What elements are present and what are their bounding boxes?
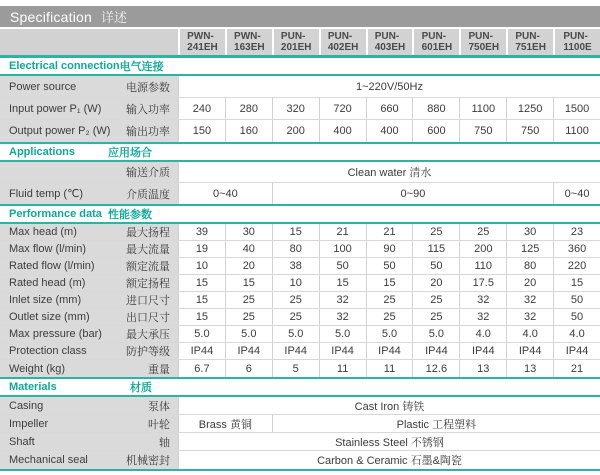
spec-row	[0, 397, 600, 415]
row-label	[0, 415, 178, 432]
value-cell: 15	[553, 275, 600, 291]
value-cell: 15	[319, 275, 366, 291]
value-cell: 13	[459, 360, 506, 377]
row-label-en: Weight (kg)	[9, 362, 66, 375]
spec-row	[0, 292, 600, 309]
model-name: PWN- 163EH	[234, 30, 265, 53]
section-title-zh: 性能参数	[108, 209, 152, 221]
value-cell: 39	[178, 224, 225, 240]
value-cell: 13	[506, 360, 553, 377]
value-cell: 4.0	[506, 326, 553, 342]
value-cell: 19	[178, 241, 225, 257]
value-cell: 80	[272, 241, 319, 257]
value-cell: 750	[459, 120, 506, 142]
section-title-zh: 材质	[130, 382, 152, 394]
row-label-zh: 进口尺寸	[126, 295, 170, 307]
section-header	[0, 144, 600, 162]
model-header-spacer	[0, 29, 178, 55]
row-label-en: Max head (m)	[9, 226, 77, 238]
spec-table	[0, 29, 600, 475]
value-cell: 0~40	[178, 183, 272, 204]
row-label-en: Fluid temp (℃)	[9, 188, 84, 200]
spec-row	[0, 433, 600, 451]
value-cell: 80	[506, 258, 553, 274]
value-cell: IP44	[506, 343, 553, 359]
value-cell: 400	[319, 120, 366, 142]
row-label	[0, 258, 178, 274]
section-header-inner	[0, 379, 178, 395]
value-cell: 32	[459, 292, 506, 308]
value-cell: 25	[366, 309, 413, 325]
row-label-zh: 输出功率	[126, 126, 170, 138]
value-cell: 200	[459, 241, 506, 257]
value-cell: 25	[459, 224, 506, 240]
value-cell: 5.0	[319, 326, 366, 342]
value-cell: 25	[412, 309, 459, 325]
value-cell: IP44	[272, 343, 319, 359]
row-label	[0, 76, 178, 97]
value-cell: Clean water 清水	[178, 162, 600, 182]
value-cell: 1500	[553, 98, 600, 119]
section-title: Electrical connection	[9, 60, 120, 72]
row-label-zh: 输送介质	[126, 167, 170, 179]
model-name: PUN- 201EH	[280, 30, 312, 53]
section-title-zh: 电气连接	[119, 61, 164, 73]
model-name: PUN- 403EH	[374, 30, 406, 53]
value-cell: 15	[178, 309, 225, 325]
row-label-zh: 机械密封	[126, 455, 170, 467]
value-cell: 280	[225, 98, 272, 119]
spec-row	[0, 309, 600, 326]
spec-row	[0, 98, 600, 120]
value-cell: 30	[225, 224, 272, 240]
spec-row	[0, 120, 600, 142]
value-cell: 25	[272, 292, 319, 308]
value-cell: 50	[553, 309, 600, 325]
row-label	[0, 183, 178, 204]
row-label-en: Impeller	[9, 417, 49, 430]
spec-row	[0, 224, 600, 241]
row-label	[0, 275, 178, 291]
value-cell: 1~220V/50Hz	[178, 76, 600, 97]
value-cell: 15	[225, 275, 272, 291]
row-label	[0, 224, 178, 240]
value-cell: 17.5	[459, 275, 506, 291]
spec-row	[0, 183, 600, 204]
value-cell: 15	[178, 292, 225, 308]
value-cell: 10	[178, 258, 225, 274]
value-cell: 20	[506, 275, 553, 291]
value-cell: 880	[412, 98, 459, 119]
model-column-header	[178, 29, 225, 55]
model-column-header	[225, 29, 272, 55]
value-cell: 25	[412, 292, 459, 308]
spec-row	[0, 360, 600, 377]
value-cell: 21	[319, 224, 366, 240]
spec-row	[0, 162, 600, 183]
row-label-en: Input power P₁ (W)	[9, 102, 102, 115]
section-header	[0, 206, 600, 224]
value-cell: 25	[225, 292, 272, 308]
value-cell: 200	[272, 120, 319, 142]
value-cell: 0~90	[272, 183, 553, 204]
model-column-header	[553, 29, 600, 55]
model-name: PUN- 750EH	[468, 30, 500, 53]
value-cell: 125	[506, 241, 553, 257]
value-cell: Stainless Steel 不锈钢	[178, 433, 600, 450]
model-column-header	[459, 29, 506, 55]
model-name: PWN- 241EH	[187, 30, 218, 53]
value-cell: 20	[225, 258, 272, 274]
value-cell: IP44	[366, 343, 413, 359]
row-label	[0, 98, 178, 119]
value-cell: 160	[225, 120, 272, 142]
row-label-en: Outlet size (mm)	[9, 311, 90, 323]
row-label-zh: 电源参数	[126, 81, 170, 94]
row-label	[0, 343, 178, 359]
value-cell: 15	[272, 224, 319, 240]
value-cell: IP44	[459, 343, 506, 359]
spec-row	[0, 415, 600, 433]
model-name: PUN- 1100E	[563, 30, 592, 53]
value-cell: 50	[553, 292, 600, 308]
model-header-row	[0, 29, 600, 55]
value-cell: 115	[412, 241, 459, 257]
value-cell: 25	[412, 224, 459, 240]
row-label	[0, 397, 178, 414]
value-cell: 5.0	[225, 326, 272, 342]
value-cell: 110	[459, 258, 506, 274]
value-cell: 400	[366, 120, 413, 142]
value-cell: 660	[366, 98, 413, 119]
value-cell: 50	[412, 258, 459, 274]
value-cell: 32	[319, 292, 366, 308]
value-cell: 6	[225, 360, 272, 377]
value-cell: 23	[553, 224, 600, 240]
row-label	[0, 120, 178, 142]
row-label-zh: 出口尺寸	[126, 312, 170, 324]
section-header-inner	[0, 206, 178, 222]
model-column-header	[366, 29, 413, 55]
row-label	[0, 451, 178, 469]
value-cell: 220	[553, 258, 600, 274]
value-cell: 11	[319, 360, 366, 377]
value-cell: 320	[272, 98, 319, 119]
section-header	[0, 58, 600, 76]
value-cell: Carbon & Ceramic 石墨&陶瓷	[178, 451, 600, 469]
value-cell: 15	[178, 275, 225, 291]
value-cell: 38	[272, 258, 319, 274]
row-label-en: Mechanical seal	[9, 454, 88, 466]
value-cell: 6.7	[178, 360, 225, 377]
value-cell: Plastic 工程塑料	[272, 415, 600, 432]
model-column-header	[506, 29, 553, 55]
row-label-zh: 最大流量	[126, 244, 170, 256]
model-column-header	[412, 29, 459, 55]
value-cell: 0~40	[553, 183, 600, 204]
value-cell: 100	[319, 241, 366, 257]
section-electrical-connection	[0, 58, 600, 144]
section-performance-data	[0, 206, 600, 379]
row-label	[0, 309, 178, 325]
row-label-zh: 轴	[159, 436, 170, 449]
value-cell: 50	[366, 258, 413, 274]
page-title: Specification	[10, 8, 92, 25]
title-bar	[0, 6, 600, 27]
model-name: PUN- 751EH	[515, 30, 546, 53]
value-cell: Brass 黄铜	[178, 415, 272, 432]
row-label-en: Max pressure (bar)	[9, 328, 102, 340]
value-cell: 1100	[459, 98, 506, 119]
spec-row	[0, 326, 600, 343]
row-label-en: Protection class	[9, 345, 87, 357]
row-label-en: Output power P₂ (W)	[9, 125, 111, 137]
row-label-zh: 泵体	[148, 400, 170, 413]
model-name: PUN- 402EH	[327, 30, 359, 53]
section-materials	[0, 379, 600, 471]
row-label-zh: 额定流量	[126, 261, 170, 273]
row-label	[0, 292, 178, 308]
value-cell: IP44	[178, 343, 225, 359]
value-cell: 5	[272, 360, 319, 377]
value-cell: 32	[506, 292, 553, 308]
row-label	[0, 162, 178, 182]
row-label	[0, 433, 178, 450]
spec-row	[0, 258, 600, 275]
row-label-zh: 最大承压	[126, 329, 170, 341]
page-title-zh: 详述	[100, 10, 127, 25]
spec-sheet	[0, 6, 600, 475]
model-name: PUN- 601EH	[421, 30, 453, 53]
value-cell: Cast Iron 铸铁	[178, 397, 600, 414]
section-header-inner	[0, 144, 178, 160]
value-cell: 40	[225, 241, 272, 257]
value-cell: 21	[366, 224, 413, 240]
value-cell: 240	[178, 98, 225, 119]
model-column-header	[272, 29, 319, 55]
spec-row	[0, 451, 600, 469]
value-cell: 4.0	[459, 326, 506, 342]
row-label-zh: 额定扬程	[126, 278, 170, 290]
value-cell: IP44	[319, 343, 366, 359]
value-cell: 25	[366, 292, 413, 308]
spec-row	[0, 241, 600, 258]
value-cell: 90	[366, 241, 413, 257]
section-title-zh: 应用场合	[108, 147, 152, 159]
value-cell: IP44	[225, 343, 272, 359]
value-cell: 360	[553, 241, 600, 257]
spec-row	[0, 76, 600, 98]
value-cell: 5.0	[412, 326, 459, 342]
value-cell: 750	[506, 120, 553, 142]
section-title: Performance data	[9, 208, 102, 220]
row-label-zh: 叶轮	[148, 418, 170, 431]
row-label-en: Inlet size (mm)	[9, 294, 82, 306]
value-cell: 25	[272, 309, 319, 325]
section-title: Materials	[9, 381, 57, 393]
value-cell: 32	[319, 309, 366, 325]
value-cell: IP44	[412, 343, 459, 359]
value-cell: 50	[319, 258, 366, 274]
value-cell: 5.0	[272, 326, 319, 342]
section-header-inner	[0, 58, 178, 74]
value-cell: 32	[506, 309, 553, 325]
value-cell: 4.0	[553, 326, 600, 342]
row-label-zh: 防护等级	[126, 346, 170, 358]
value-cell: 1250	[506, 98, 553, 119]
value-cell: 30	[506, 224, 553, 240]
value-cell: 15	[366, 275, 413, 291]
section-applications	[0, 144, 600, 206]
row-label-zh: 介质温度	[126, 188, 170, 201]
value-cell: 25	[225, 309, 272, 325]
row-label-en: Rated flow (l/min)	[9, 260, 95, 272]
value-cell: IP44	[553, 343, 600, 359]
row-label-en: Max flow (l/min)	[9, 243, 87, 255]
section-header	[0, 379, 600, 397]
row-label-en: Casing	[9, 399, 44, 412]
row-label-en: Power source	[9, 80, 77, 93]
value-cell: 10	[272, 275, 319, 291]
value-cell: 5.0	[178, 326, 225, 342]
row-label-zh: 输入功率	[126, 103, 170, 116]
row-label	[0, 360, 178, 377]
value-cell: 32	[459, 309, 506, 325]
value-cell: 11	[366, 360, 413, 377]
row-label-en: Shaft	[9, 435, 35, 448]
row-label	[0, 326, 178, 342]
model-column-header	[319, 29, 366, 55]
bottom-padding	[0, 471, 600, 475]
value-cell: 720	[319, 98, 366, 119]
spec-row	[0, 275, 600, 292]
value-cell: 1100	[553, 120, 600, 142]
row-label-zh: 最大扬程	[126, 227, 170, 239]
value-cell: 12.6	[412, 360, 459, 377]
row-label-en: Rated head (m)	[9, 277, 86, 289]
value-cell: 600	[412, 120, 459, 142]
value-cell: 21	[553, 360, 600, 377]
value-cell: 150	[178, 120, 225, 142]
value-cell: 20	[412, 275, 459, 291]
row-label-zh: 重量	[148, 363, 170, 376]
row-label	[0, 241, 178, 257]
spec-row	[0, 343, 600, 360]
section-title: Applications	[9, 146, 76, 158]
value-cell: 5.0	[366, 326, 413, 342]
